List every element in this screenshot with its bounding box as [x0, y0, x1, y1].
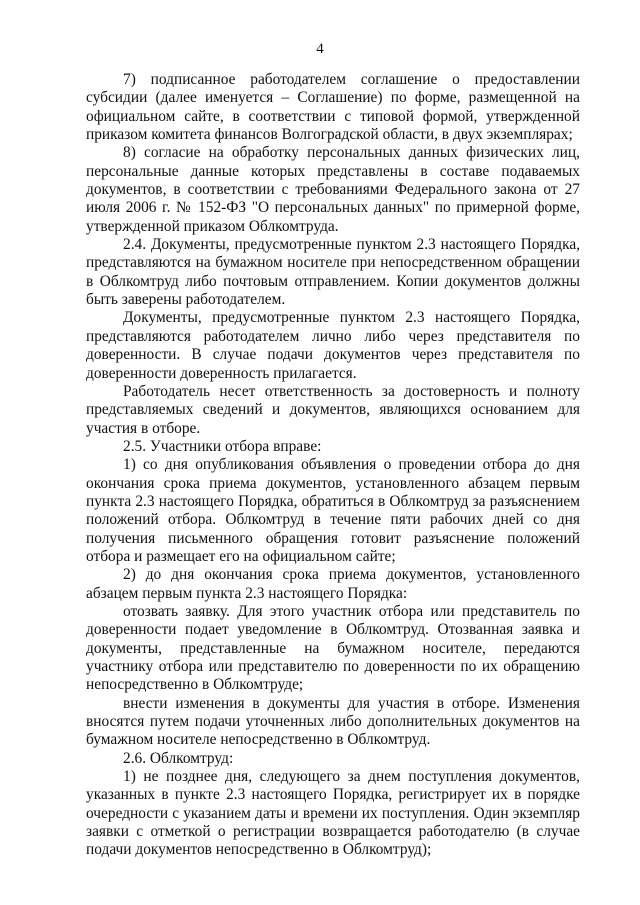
paragraph-item-7: 7) подписанное работодателем соглашение о предоставлении субсидии (далее именуется – Соглашение) по форме, размещенной на официальном сайте, в соответствии с типовой формой, утвержденной приказом комитета финансов Волгоградской области, в двух экземплярах; [86, 71, 580, 144]
paragraph-section-2-6-heading: 2.6. Облкомтруд: [123, 749, 234, 767]
paragraph-section-2-4: 2.4. Документы, предусмотренные пунктом 2.3 настоящего Порядка, представляются на бумажном носителе при непосредственном обращении в Облкомтруд либо почтовым отправлением. Копии документов должны быть заверены работодателем. [86, 236, 580, 309]
document-body [86, 71, 580, 860]
paragraph-section-2-5-heading: 2.5. Участники отбора вправе: [123, 437, 322, 455]
page-number: 4 [316, 41, 324, 57]
paragraph-right-1: 1) со дня опубликования объявления о проведении отбора до дня окончания срока приема документов, установленного абзацем первым пункта 2.3 настоящего Порядка, обратиться в Облкомтруд за разъяснением положений отбора. Облкомтруд в течение пяти рабочих дней со дня получения письменного обращения готовит разъяснение положений отбора и размещает его на официальном сайте; [86, 456, 580, 565]
paragraph-withdraw-application: отозвать заявку. Для этого участник отбора или представитель по доверенности подает уведомление в Облкомтруд. Отозванная заявка и документы, представленные на бумажном носителе, передаются участнику отбора или представителю по доверенности по их обращению непосредственно в Облкомтруде; [86, 602, 580, 694]
paragraph-right-2: 2) до дня окончания срока приема документов, установленного абзацем первым пункта 2.3 настоящего Порядка: [86, 566, 580, 602]
paragraph-item-8: 8) согласие на обработку персональных данных физических лиц, персональные данные которых представлены в составе подаваемых документов, в соответствии с требованиями Федерального закона от 27 июля 2006 г. № 152-ФЗ "О персональных данных" по примерной форме, утвержденной приказом Облкомтруда. [86, 144, 580, 235]
paragraph-registration: 1) не позднее дня, следующего за днем поступления документов, указанных в пункте 2.3 настоящего Порядка, регистрирует их в порядке очередности с указанием даты и времени их поступления. Один экземпляр заявки с отметкой о регистрации возвращается работодателю (в случае подачи документов непосредственно в Облкомтруд); [86, 768, 580, 859]
paragraph-documents-representative: Документы, предусмотренные пунктом 2.3 настоящего Порядка, представляются работодателем лично либо через представителя по доверенности. В случае подачи документов через представителя по доверенности доверенность прилагается. [86, 309, 580, 382]
paragraph-employer-responsibility: Работодатель несет ответственность за достоверность и полноту представляемых сведений и документов, являющихся основанием для участия в отборе. [86, 382, 580, 437]
paragraph-amend-documents: внести изменения в документы для участия в отборе. Изменения вносятся путем подачи уточненных либо дополнительных документов на бумажном носителе непосредственно в Облкомтруд. [86, 694, 580, 749]
